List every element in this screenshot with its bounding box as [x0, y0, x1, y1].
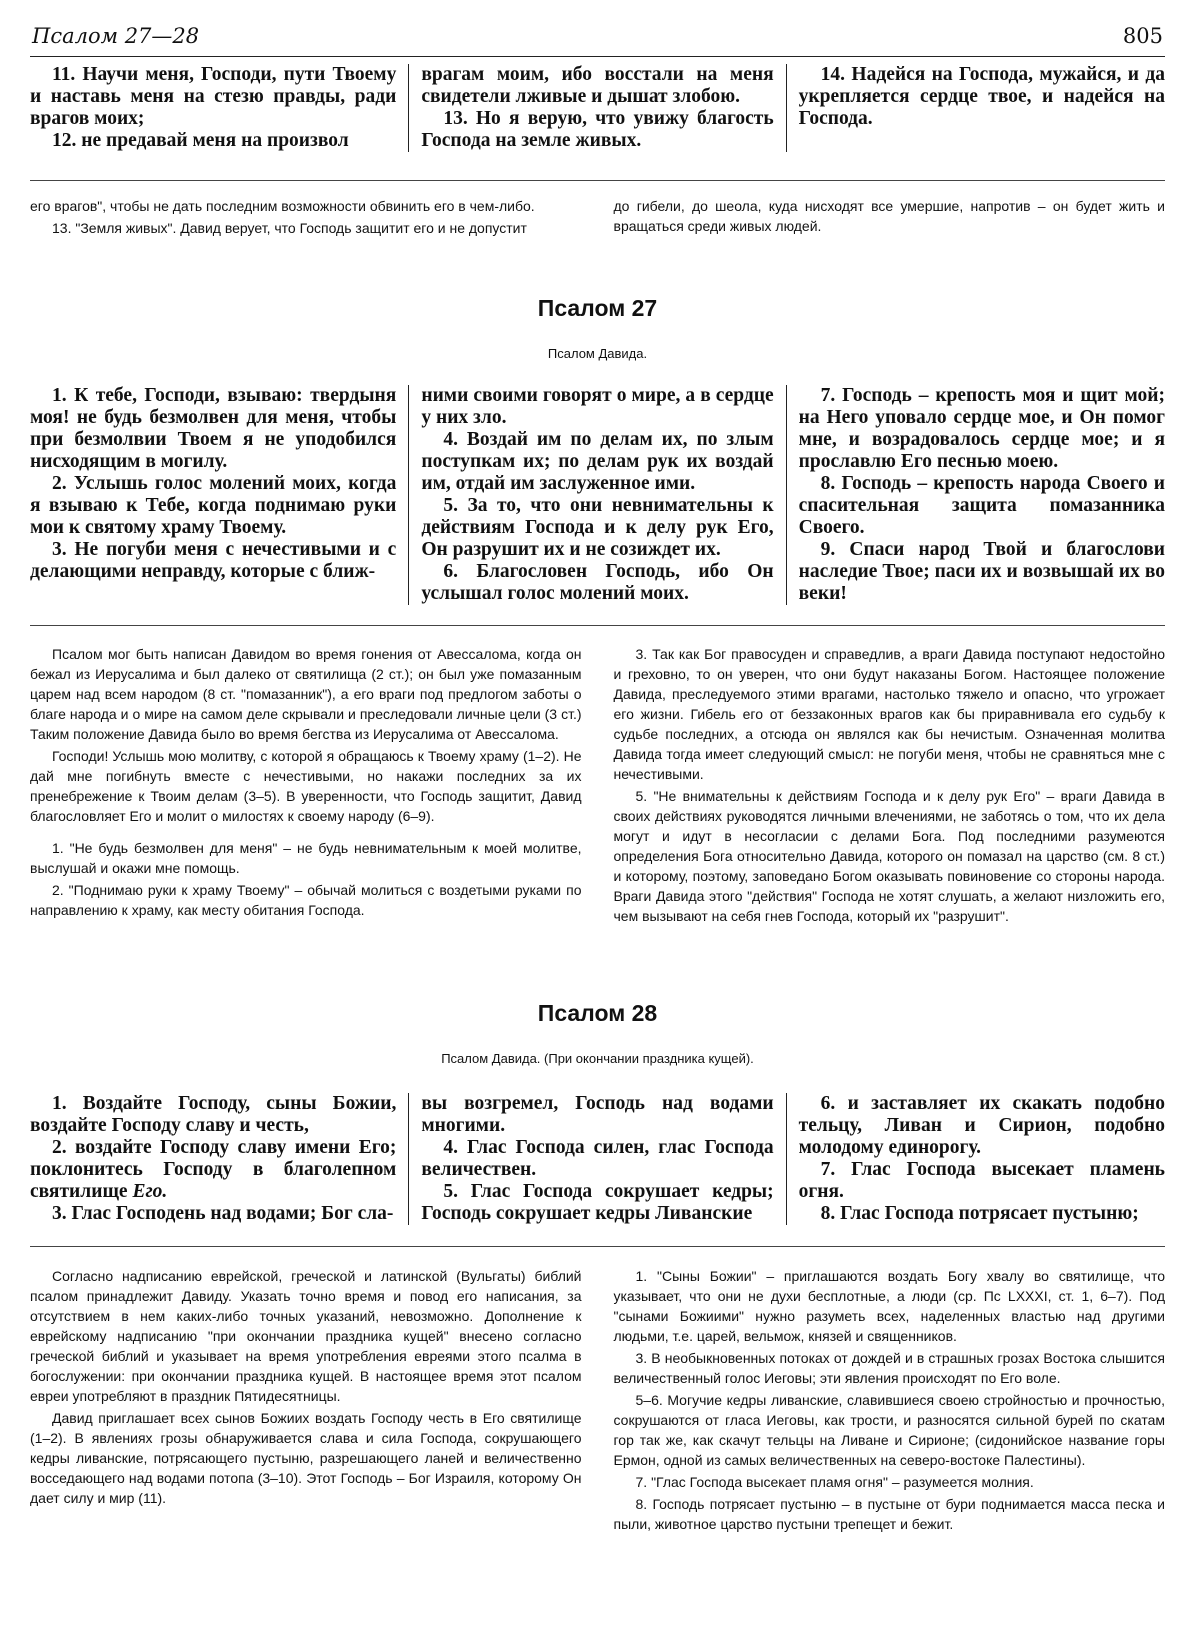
verse: 6. и заставляет их скакать подобно тельцу, Ливан и Сирион, подобно молодому единорогу. [798, 1093, 1165, 1158]
verse: 5. За то, что они невнимательны к действиям Господа и к делу рук Его, Он разрушит их и не созиждет их. [421, 495, 774, 560]
verse: 6. Благословен Господь, ибо Он услышал голос молений моих. [421, 561, 774, 604]
verse: ними своими говорят о мире, а в сердце у них зло. [421, 385, 774, 428]
commentary-column [614, 196, 1166, 240]
psalm-27-commentary [30, 644, 1165, 928]
verse: вы возгремел, Господь над водами многими. [421, 1093, 774, 1136]
commentary-paragraph: Согласно надписанию еврейской, греческой и латинской (Вульгаты) библий псалом принадлежит Давиду. Указать точно время и повод его написания, за отсутствием в нем каких-либо точных указаний, невозможно. Дополнение к еврейскому надписанию "при окончании праздника кущей" внесено согласно греческой библий и указывает на время употребления евреями этого псалма в богослужении: при окончании праздника кущей. В настоящее время этот псалом евреи употребляют в праздник Пятидесятницы. [30, 1268, 582, 1404]
verse: 2. Услышь голос молений моих, когда я взываю к Тебе, когда поднимаю руки мои к святому храму Твоему. [30, 473, 397, 538]
verse: 14. Надейся на Господа, мужайся, и да укрепляется сердце твое, и надейся на Господа. [798, 64, 1165, 129]
verse: 4. Воздай им по делам их, по злым поступкам их; по делам рук их воздай им, отдай им заслуженное ими. [421, 429, 774, 494]
commentary-paragraph: Господи! Услышь мою молитву, с которой я обращаюсь к Твоему храму (1–2). Не дай мне погибнуть вместе с нечестивыми, но накажи последних за их пренебрежение к Твоим делам (3–5). В уверенности, что Господь защитит, Давид благословляет Его и молит о милостях к своему народу (6–9). [30, 748, 582, 824]
verse: 1. Воздайте Господу, сыны Божии, воздайте Господу славу и честь, [30, 1093, 397, 1136]
commentary-paragraph: его врагов", чтобы не дать последним возможности обвинить его в чем-либо. [30, 198, 535, 214]
psalm-27-verses [30, 385, 1165, 605]
verse-column [787, 385, 1165, 605]
commentary-paragraph: 8. Господь потрясает пустыню – в пустыне от бури поднимается масса песка и пыли, животное царство пустыни трепещет и бежит. [613, 1496, 1165, 1532]
page-number: 805 [1122, 24, 1163, 48]
verse: 3. Не погуби меня с нечестивыми и с делающими неправду, которые с ближ- [30, 539, 397, 582]
running-head: Псалом 27—28 [32, 24, 200, 48]
top-commentary [30, 196, 1165, 240]
commentary-paragraph: 5–6. Могучие кедры ливанские, славившиеся своею стройностью и прочностью, сокрушаются от гласа Иеговы, как трости, и разносятся сильной бурей по скатам гор так же, как скачут тельцы на Ливане и Сирионе; (сидонийское название горы Ермон, одной из самых величественных на северо-востоке Палестины). [613, 1392, 1165, 1468]
verse: 13. Но я верую, что увижу благость Господа на земле живых. [421, 108, 774, 151]
verse: 7. Господь – крепость моя и щит мой; на Него уповало сердце мое, и Он помог мне, и возрадовалось сердце мое; и я прославлю Его песнью моею. [798, 385, 1165, 472]
psalm-28-verses [30, 1093, 1165, 1225]
commentary-paragraph: 3. Так как Бог правосуден и справедлив, а враги Давида поступают недостойно и греховно, то он уверен, что они будут наказаны Богом. Настоящее положение Давида, преследуемого этими врагами, настолько тяжело и опасно, что угрожает его жизни. Гибель его от беззаконных врагов как бы приравнивала его судьбу к судьбе последних, а отсюда он являлся как бы нечистым. Означенная молитва Давида тогда имеет следующий смысл: не погуби меня, чтобы не сравняться мне с нечестивыми. [613, 646, 1165, 782]
verse-column [30, 385, 408, 605]
verse-column [30, 64, 408, 152]
psalm-28-title: Псалом 28 [537, 1000, 658, 1026]
commentary-column [30, 1266, 582, 1536]
verse: 8. Глас Господа потрясает пустыню; [820, 1203, 1139, 1224]
verse [30, 1137, 396, 1203]
verse-column [408, 1093, 786, 1225]
verse: 3. Глас Господень над водами; Бог сла- [52, 1203, 394, 1224]
psalm-27-subtitle: Псалом Давида. [547, 346, 648, 361]
psalm-28-subtitle: Псалом Давида. (При окончании праздника кущей). [441, 1051, 754, 1066]
verse: 11. Научи меня, Господи, пути Твоему и наставь меня на стезю правды, ради врагов моих; [30, 64, 397, 129]
verse-column [30, 1093, 408, 1225]
commentary-paragraph: 3. В необыкновенных потоках от дождей и в страшных грозах Востока слышится величественный голос Иеговы; эти явления происходят по Его воле. [613, 1350, 1165, 1386]
verse-column [787, 1093, 1165, 1225]
psalm-27-title: Псалом 27 [537, 295, 658, 321]
verse: 8. Господь – крепость народа Своего и спасительная защита помазанника Своего. [798, 473, 1165, 538]
verse: 12. не предавай меня на произвол [52, 130, 349, 151]
commentary-column [30, 644, 582, 928]
verse-italic-word: Его. [132, 1181, 168, 1202]
verse: 7. Глас Господа высекает пламень огня. [798, 1159, 1165, 1202]
commentary-paragraph: 5. "Не внимательны к действиям Господа и к делу рук Его" – враги Давида в своих действиях руководятся личными влечениями, не заботясь о том, что их дела могут и идут в несогласии с делами Бога. Под последними разумеются определения Бога относительно Давида, которого он помазал на царство (см. 8 ст.) и которому, поэтому, заповедано Богом оказывать повиновение со стороны народа. Враги Давида этого "действия" Господа не хотят слушать, а желают низложить его, чем вызывают на себя гнев Господа, который их "разрушит". [613, 788, 1165, 924]
commentary-paragraph: Давид приглашает всех сынов Божиих воздать Господу честь в Его святилище (1–2). В явлениях грозы обнаруживается слава и сила Господа, сокрушающего кедры ливанские, потрясающего пустыню, разрешающего ланей и величественно восседающего над водами потопа (3–10). Этот Господь – Бог Израиля, которому Он дает силу и мир (11). [30, 1410, 582, 1506]
verse: 1. К тебе, Господи, взываю: твердыня моя! не будь безмолвен для меня, чтобы при безмолвии Твоем я не уподобился нисходящим в могилу. [30, 385, 397, 472]
verse: 4. Глас Господа силен, глас Господа величествен. [421, 1137, 774, 1180]
commentary-paragraph: 7. "Глас Господа высекает пламя огня" – разумеется молния. [635, 1474, 1034, 1490]
commentary-paragraph: до гибели, до шеола, куда нисходят все умершие, напротив – он будет жить и вращаться среди живых людей. [613, 198, 1165, 234]
divider-rule [30, 180, 1165, 181]
commentary-paragraph: Псалом мог быть написан Давидом во время гонения от Авессалома, когда он бежал из Иерусалима и был далеко от святилища (2 ст.); он был уже помазанным царем над всем народом (8 ст. "помазанник"), а его враги под предлогом заботы о благе народа и о мире на самом деле скрывали и преследовали личные цели (3 ст.) Таким положение Давида было во время бегства из Иерусалима от Авессалома. [30, 646, 582, 742]
divider-rule [30, 625, 1165, 626]
verse-column [787, 64, 1165, 152]
verse: врагам моим, ибо восстали на меня свидетели лживые и дышат злобою. [421, 64, 774, 107]
top-verses [30, 64, 1165, 152]
page-header [30, 22, 1165, 57]
commentary-paragraph: 1. "Сыны Божии" – приглашаются воздать Богу хвалу во святилище, что указывает, что они не духи бесплотные, а люди (ср. Пс LXXXI, ст. 1, 6–7). Под "сынами Божиими" нужно разуметь всех, наделенных властью над другими людьми, т.е. царей, вельмож, князей и священников. [613, 1268, 1165, 1344]
commentary-column [614, 1266, 1166, 1536]
verse-column [408, 64, 786, 152]
verse-text: 2. воздайте Господу славу имени Его; поклонитесь Господу в благолепном святилище [30, 1137, 397, 1202]
verse: 5. Глас Господа сокрушает кедры; Господь сокрушает кедры Ливанские [421, 1181, 774, 1224]
commentary-paragraph: 1. "Не будь безмолвен для меня" – не будь невнимательным к моей молитве, выслушай и окажи мне помощь. [30, 840, 582, 876]
divider-rule [30, 1246, 1165, 1247]
commentary-column [30, 196, 582, 240]
psalm-28-commentary [30, 1266, 1165, 1536]
commentary-paragraph: 13. "Земля живых". Давид верует, что Господь защитит его и не допустит [52, 220, 527, 236]
verse-column [408, 385, 786, 605]
verse: 9. Спаси народ Твой и благослови наследие Твое; паси их и возвышай их во веки! [798, 539, 1165, 604]
commentary-column [614, 644, 1166, 928]
commentary-paragraph: 2. "Поднимаю руки к храму Твоему" – обычай молиться с воздетыми руками по направлению к храму, как месту обитания Господа. [30, 882, 582, 918]
